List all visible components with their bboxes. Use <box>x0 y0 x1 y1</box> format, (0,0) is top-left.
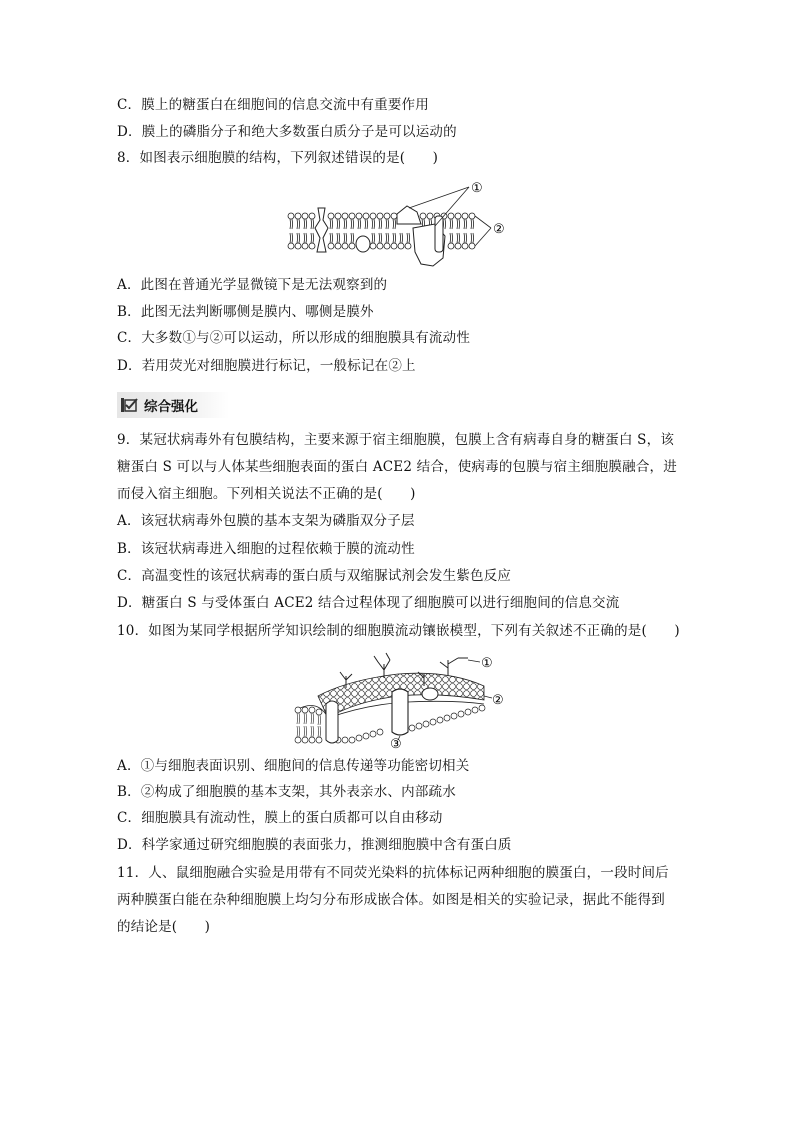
checkmark-pen-icon <box>120 396 138 414</box>
question-9-option-c: C．高温变性的该冠状病毒的蛋白质与双缩脲试剂会发生紫色反应 <box>117 568 512 584</box>
label-1: ① <box>481 656 493 671</box>
question-10-option-a: A．①与细胞表面识别、细胞间的信息传递等功能密切相关 <box>117 758 470 774</box>
option-c-prev: C．膜上的糖蛋白在细胞间的信息交流中有重要作用 <box>117 97 429 113</box>
label-1: ① <box>471 181 483 196</box>
label-2: ② <box>492 693 504 708</box>
question-10-option-d: D．科学家通过研究细胞膜的表面张力，推测细胞膜中含有蛋白质 <box>117 837 512 853</box>
question-10-stem: 10．如图为某同学根据所学知识绘制的细胞膜流动镶嵌模型，下列有关叙述不正确的是( ) <box>117 623 680 639</box>
option-d-prev: D．膜上的磷脂分子和绝大多数蛋白质分子是可以运动的 <box>117 124 457 140</box>
question-11-stem-line2: 两种膜蛋白能在杂种细胞膜上均匀分布形成嵌合体。如图是相关的实验记录，据此不能得到 <box>117 892 665 908</box>
question-11-stem-line3: 的结论是( ) <box>117 919 211 935</box>
question-8-stem: 8．如图表示细胞膜的结构，下列叙述错误的是( ) <box>117 150 439 166</box>
protein-surface <box>422 688 438 700</box>
question-9-option-b: B．该冠状病毒进入细胞的过程依赖于膜的流动性 <box>117 541 415 557</box>
question-8-option-b: B．此图无法判断哪侧是膜内、哪侧是膜外 <box>117 304 374 320</box>
question-9-stem-line2: 糖蛋白 S 可以与人体某些细胞表面的蛋白 ACE2 结合，使病毒的包膜与宿主细胞膜融合，进 <box>117 459 677 475</box>
question-9-stem-line3: 而侵入宿主细胞。下列相关说法不正确的是( ) <box>117 486 416 502</box>
embedded-protein <box>356 236 370 252</box>
question-11-stem-line1: 11．人、鼠细胞融合实验是用带有不同荧光染料的抗体标记两种细胞的膜蛋白，一段时间后 <box>117 865 669 881</box>
question-9-option-d: D．糖蛋白 S 与受体蛋白 ACE2 结合过程体现了细胞膜可以进行细胞间的信息交流 <box>117 595 620 611</box>
label-3: ③ <box>390 737 402 750</box>
surface-protein <box>397 206 421 224</box>
fluid-mosaic-figure <box>288 648 518 750</box>
label-2: ② <box>493 222 505 237</box>
section-title: 综合强化 <box>144 399 198 415</box>
question-8-option-a: A．此图在普通光学显微镜下是无法观察到的 <box>117 277 388 293</box>
question-8-option-d: D．若用荧光对细胞膜进行标记，一般标记在②上 <box>117 358 416 374</box>
membrane-figure-1 <box>285 176 525 272</box>
question-10-option-c: C．细胞膜具有流动性，膜上的蛋白质都可以自由移动 <box>117 810 443 826</box>
transmembrane-protein <box>315 208 328 252</box>
question-9-option-a: A．该冠状病毒外包膜的基本支架为磷脂双分子层 <box>117 513 415 529</box>
protein-left <box>326 701 338 743</box>
section-header <box>117 392 229 418</box>
protein-middle <box>392 689 408 735</box>
question-10-option-b: B．②构成了细胞膜的基本支架，其外表亲水、内部疏水 <box>117 784 456 800</box>
question-9-stem-line1: 9．某冠状病毒外有包膜结构，主要来源于宿主细胞膜，包膜上含有病毒自身的糖蛋白 S，该 <box>117 432 675 448</box>
question-8-option-c: C．大多数①与②可以运动，所以形成的细胞膜具有流动性 <box>117 330 471 346</box>
